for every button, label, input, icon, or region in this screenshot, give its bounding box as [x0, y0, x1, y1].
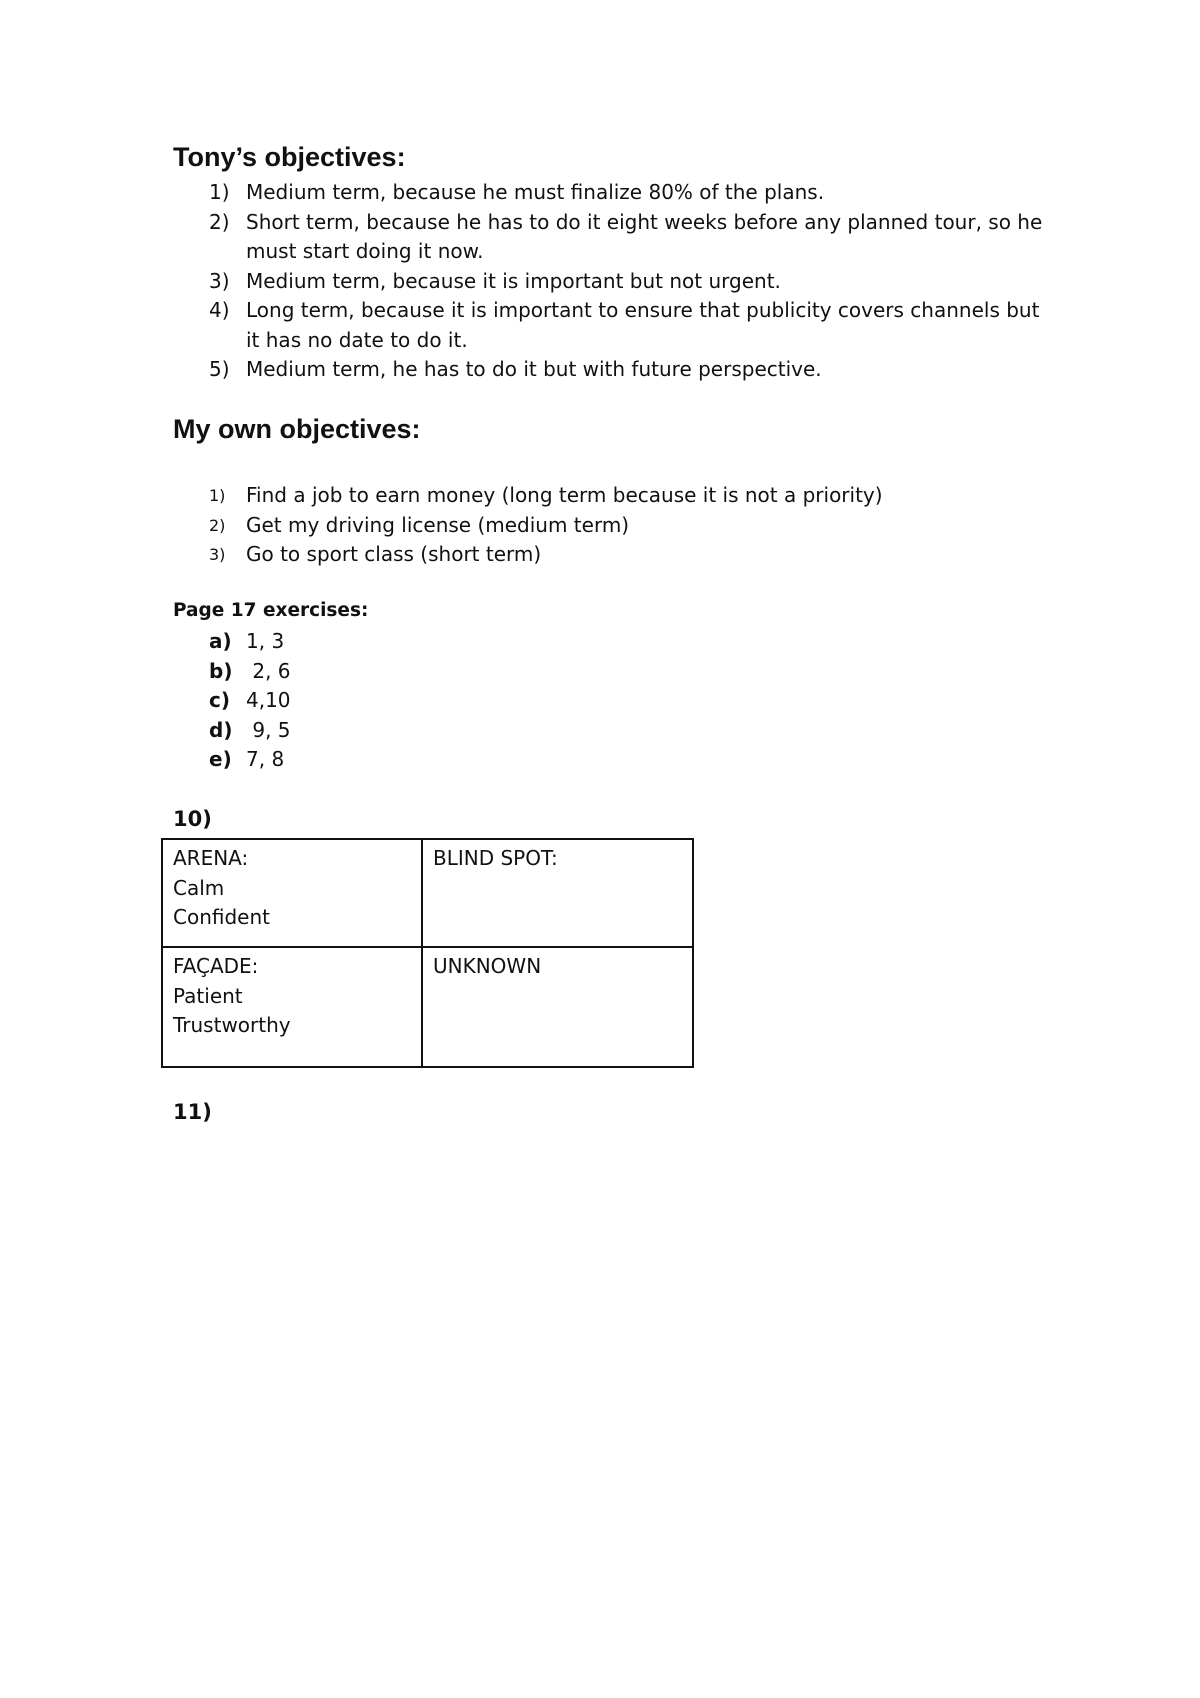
list-text: Go to sport class (short term) [246, 542, 542, 566]
page17-heading: Page 17 exercises: [173, 600, 369, 621]
list-text: 1, 3 [246, 629, 285, 653]
list-item [173, 540, 1053, 570]
list-letter: e) [209, 747, 232, 771]
list-number: 5) [209, 357, 230, 381]
arena-title: ARENA: [173, 846, 249, 870]
list-text: Find a job to earn money (long term because it is not a priority) [246, 483, 883, 507]
list-text: Short term, because he has to do it eight weeks before any planned tour, so he [246, 209, 1043, 234]
list-letter: d) [209, 717, 233, 742]
facade-cell [162, 947, 422, 1067]
list-item [173, 355, 1053, 385]
question-11-label: 11) [173, 1100, 212, 1124]
list-item [173, 481, 1053, 511]
blind-spot-cell [422, 839, 693, 947]
list-text: Get my driving license (medium term) [246, 512, 630, 537]
list-number: 1) [209, 486, 226, 505]
list-text: Medium term, he has to do it but with future perspective. [246, 357, 822, 381]
list-item [173, 267, 1053, 297]
list-text-continued: must start doing it now. [246, 239, 484, 263]
question-10-label: 10) [173, 807, 212, 831]
unknown-title: UNKNOWN [433, 954, 542, 978]
own-objectives-heading: My own objectives: [173, 414, 421, 444]
list-letter: b) [209, 658, 233, 683]
list-text: Medium term, because it is important but not urgent. [246, 268, 781, 293]
johari-window-table [161, 838, 694, 1068]
list-item [173, 657, 1053, 687]
list-number: 3) [209, 268, 230, 293]
list-item [173, 745, 1053, 775]
list-text-continued: it has no date to do it. [246, 327, 468, 352]
unknown-cell [422, 947, 693, 1067]
arena-cell [162, 839, 422, 947]
facade-title: FAÇADE: [173, 954, 259, 978]
list-item [173, 208, 1053, 267]
list-item [173, 716, 1053, 746]
table-row [162, 839, 693, 947]
own-objectives-list [173, 481, 1053, 570]
facade-value: Patient [173, 983, 243, 1008]
tony-objectives-heading: Tony’s objectives: [173, 142, 406, 172]
list-letter: c) [209, 688, 230, 712]
list-number: 2) [209, 209, 230, 234]
list-text: Long term, because it is important to ensure that publicity covers channels but [246, 298, 1040, 322]
list-item [173, 686, 1053, 716]
arena-value: Calm [173, 875, 225, 900]
list-text: 7, 8 [246, 747, 285, 771]
list-number: 2) [209, 515, 226, 535]
facade-value: Trustworthy [173, 1013, 291, 1037]
tony-objectives-list [173, 178, 1053, 385]
page17-answers-list [173, 627, 1053, 775]
list-text: 2, 6 [246, 658, 291, 683]
blind-spot-title: BLIND SPOT: [433, 846, 558, 870]
list-number: 3) [209, 545, 226, 564]
list-item [173, 511, 1053, 541]
list-text: Medium term, because he must finalize 80% of the plans. [246, 180, 825, 204]
table-row [162, 947, 693, 1067]
list-item [173, 296, 1053, 355]
list-text: 9, 5 [246, 717, 291, 742]
arena-value: Confident [173, 905, 270, 929]
list-number: 4) [209, 298, 230, 322]
list-number: 1) [209, 180, 230, 204]
list-item [173, 627, 1053, 657]
list-item [173, 178, 1053, 208]
list-letter: a) [209, 629, 232, 653]
list-text: 4,10 [246, 688, 291, 712]
